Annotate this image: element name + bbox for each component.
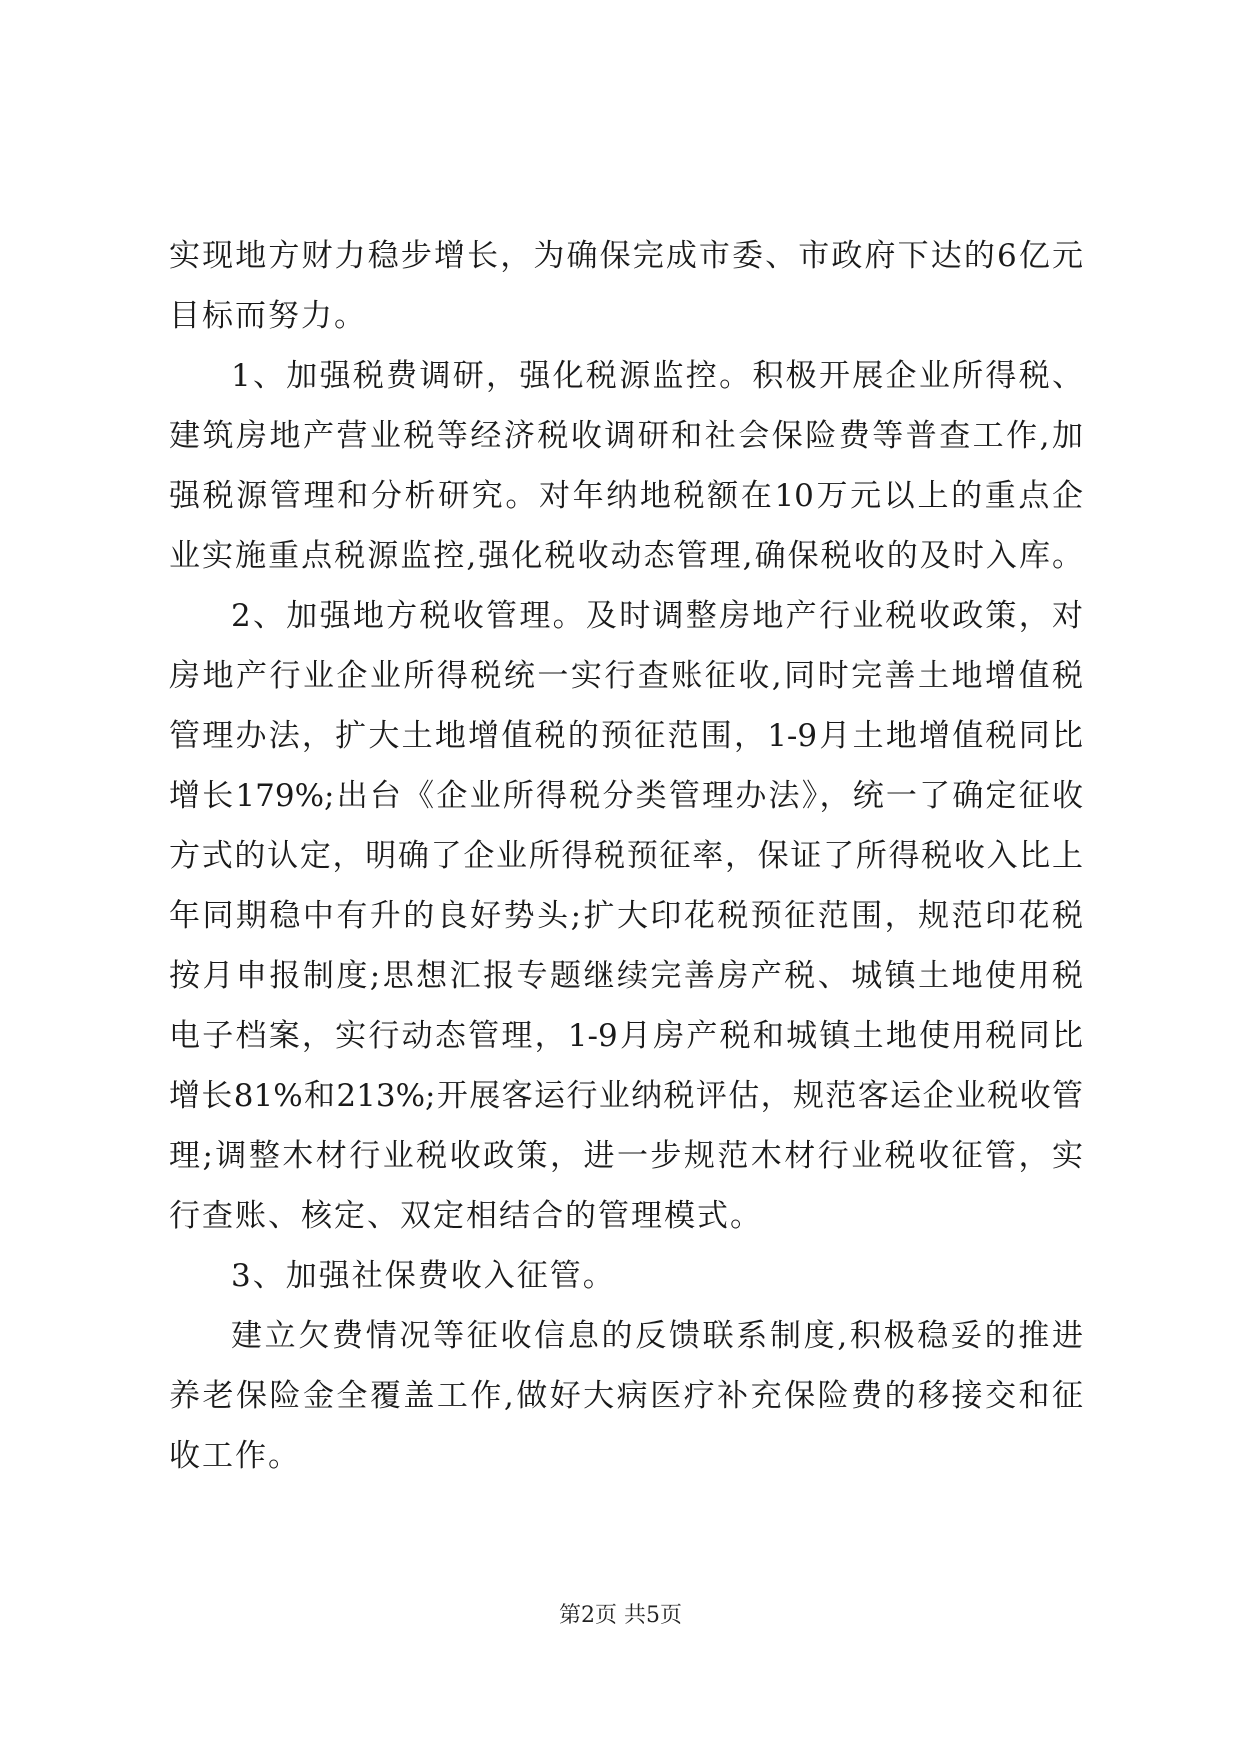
text-line: 建筑房地产营业税等经济税收调研和社会保险费等普查工作,加 [169,418,1083,454]
text-line: 年同期稳中有升的良好势头;扩大印花税预征范围，规范印花税 [169,898,1083,934]
text-line: 实现地方财力稳步增长，为确保完成市委、市政府下达的6亿元 [169,238,1083,274]
page-number-footer: 第2页 共5页 [559,1603,682,1628]
text-line: 业实施重点税源监控,强化税收动态管理,确保税收的及时入库。 [169,538,1083,574]
paragraph-3-heading: 3、加强社保费收入征管。 [231,1258,616,1294]
text-line: 理;调整木材行业税收政策，进一步规范木材行业税收征管，实 [169,1138,1083,1174]
text-line: 增长179%;出台《企业所得税分类管理办法》，统一了确定征收 [169,778,1083,814]
text-line: 管理办法，扩大土地增值税的预征范围，1-9月土地增值税同比 [169,718,1083,754]
text-line: 建立欠费情况等征收信息的反馈联系制度,积极稳妥的推进 [231,1318,1083,1354]
text-line: 目标而努力。 [169,298,367,334]
text-line: 养老保险金全覆盖工作,做好大病医疗补充保险费的移接交和征 [169,1378,1083,1414]
text-line: 收工作。 [169,1438,301,1474]
text-line: 增长81%和213%;开展客运行业纳税评估，规范客运企业税收管 [169,1078,1083,1114]
paragraph-2-heading: 2、加强地方税收管理。及时调整房地产行业税收政策，对 [231,598,1083,634]
text-line: 方式的认定，明确了企业所得税预征率，保证了所得税收入比上 [169,838,1083,874]
text-line: 行查账、核定、双定相结合的管理模式。 [169,1198,763,1234]
text-line: 房地产行业企业所得税统一实行查账征收,同时完善土地增值税 [169,658,1083,694]
text-line: 按月申报制度;思想汇报专题继续完善房产税、城镇土地使用税 [169,958,1083,994]
body-text [169,226,1083,1486]
paragraph-1-heading: 1、加强税费调研，强化税源监控。积极开展企业所得税、 [231,358,1083,394]
text-line: 电子档案，实行动态管理，1-9月房产税和城镇土地使用税同比 [169,1018,1083,1054]
text-line: 强税源管理和分析研究。对年纳地税额在10万元以上的重点企 [169,478,1083,514]
